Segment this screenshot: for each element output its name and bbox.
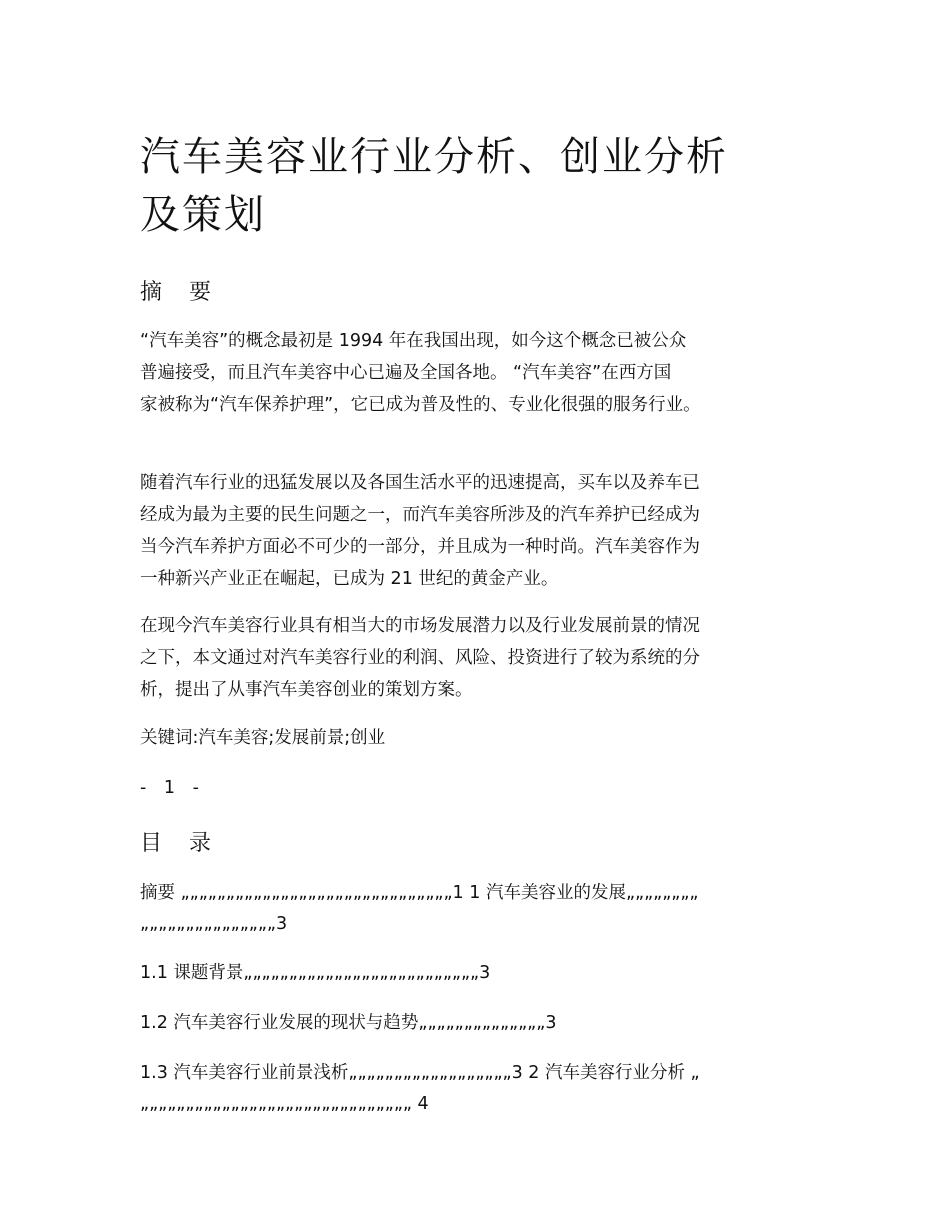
document-title: [140, 128, 840, 244]
abstract-paragraph-1: [140, 325, 820, 421]
paragraph-line: 普遍接受，而且汽车美容中心已遍及全国各地。 “汽车美容”在西方国: [140, 363, 672, 383]
abstract-heading: 摘 要: [140, 280, 221, 305]
page-number: - 1 -: [140, 778, 205, 798]
title-line-1: 汽车美容业行业分析、创业分析: [140, 134, 728, 180]
paragraph-line: “汽车美容”的概念最初是 1994 年在我国出现，如今这个概念已被公众: [140, 331, 687, 351]
paragraph-line: 家被称为“汽车保养护理”，它已成为普及性的、专业化很强的服务行业。: [140, 395, 701, 415]
toc-entry: „„„„„„„„„„„„„„„3: [140, 914, 288, 934]
paragraph-line: 经成为最为主要的民生问题之一，而汽车美容所涉及的汽车养护已经成为: [140, 505, 700, 525]
paragraph-line: 当今汽车养护方面必不可少的一部分，并且成为一种时尚。汽车美容作为: [140, 537, 700, 557]
paragraph-line: 一种新兴产业正在崛起，已成为 21 世纪的黄金产业。: [140, 569, 559, 589]
title-line-2: 及策划: [140, 192, 266, 238]
toc-heading: 目 录: [140, 831, 221, 856]
toc-entry: 摘要 „„„„„„„„„„„„„„„„„„„„„„„„„„„„„„1 1 汽车美容业的发展„„„„„„„„: [140, 883, 699, 903]
paragraph-line: 之下，本文通过对汽车美容行业的利润、风险、投资进行了较为系统的分: [140, 648, 700, 668]
toc-entry: 1.3 汽车美容行业前景浅析„„„„„„„„„„„„„„„„„„3 2 汽车美容行业分析 „: [140, 1063, 700, 1083]
abstract-paragraph-2: [140, 467, 820, 595]
paragraph-line: 随着汽车行业的迅猛发展以及各国生活水平的迅速提高，买车以及养车已: [140, 473, 700, 493]
keywords: 关键词:汽车美容;发展前景;创业: [140, 728, 386, 748]
toc-entry: 1.1 课题背景„„„„„„„„„„„„„„„„„„„„„„„„„„3: [140, 963, 491, 983]
toc-entry: 1.2 汽车美容行业发展的现状与趋势„„„„„„„„„„„„„„3: [140, 1013, 557, 1033]
paragraph-line: 析，提出了从事汽车美容创业的策划方案。: [140, 680, 473, 700]
abstract-paragraph-3: [140, 610, 820, 706]
paragraph-line: 在现今汽车美容行业具有相当大的市场发展潜力以及行业发展前景的情况: [140, 616, 700, 636]
toc-entry: „„„„„„„„„„„„„„„„„„„„„„„„„„„„„„ 4: [140, 1094, 429, 1114]
